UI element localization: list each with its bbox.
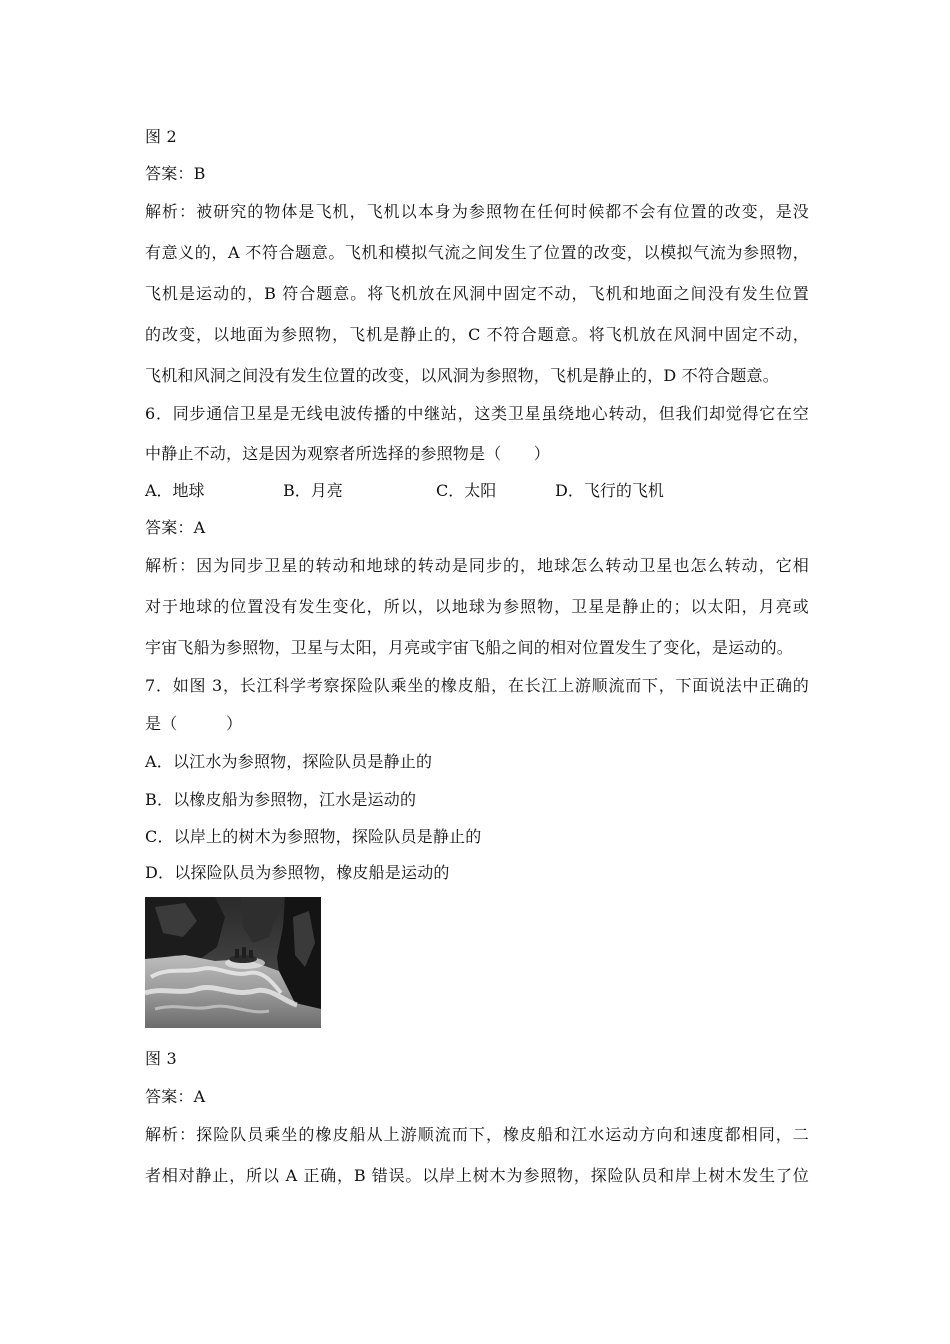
q7-stem-line: 是（ ） bbox=[145, 714, 243, 733]
river-rafting-photo-graphic bbox=[145, 897, 321, 1028]
river-rafting-photo bbox=[145, 897, 321, 1028]
q5-analysis-line: 飞机是运动的，B 符合题意。将飞机放在风洞中固定不动，飞机和地面之间没有发生位置 bbox=[145, 284, 809, 303]
q7-analysis-line: 者相对静止，所以 A 正确，B 错误。以岸上树木为参照物，探险队员和岸上树木发生了位 bbox=[145, 1166, 809, 1185]
q6-stem-line: 6．同步通信卫星是无线电波传播的中继站，这类卫星虽绕地心转动，但我们却觉得它在空 bbox=[145, 404, 809, 423]
figure-3-caption: 图 3 bbox=[145, 1049, 177, 1068]
q5-analysis-line: 有意义的，A 不符合题意。飞机和模拟气流之间发生了位置的改变，以模拟气流为参照物， bbox=[145, 243, 809, 262]
q6-option-b: B．月亮 bbox=[283, 481, 343, 500]
q6-analysis-line: 宇宙飞船为参照物，卫星与太阳，月亮或宇宙飞船之间的相对位置发生了变化，是运动的。 bbox=[145, 638, 794, 657]
q6-option-c: C．太阳 bbox=[436, 481, 497, 500]
q5-analysis-line: 飞机和风洞之间没有发生位置的改变，以风洞为参照物，飞机是静止的，D 不符合题意。 bbox=[145, 366, 779, 385]
q7-option-d: D．以探险队员为参照物，橡皮船是运动的 bbox=[145, 863, 450, 882]
q5-answer: 答案：B bbox=[145, 164, 206, 183]
figure-2-caption: 图 2 bbox=[145, 127, 177, 146]
q7-option-c: C．以岸上的树木为参照物，探险队员是静止的 bbox=[145, 827, 482, 846]
q7-analysis-line: 解析：探险队员乘坐的橡皮船从上游顺流而下，橡皮船和江水运动方向和速度都相同，二 bbox=[145, 1125, 809, 1144]
q7-option-b: B．以橡皮船为参照物，江水是运动的 bbox=[145, 790, 417, 809]
q7-answer: 答案：A bbox=[145, 1087, 206, 1106]
q6-option-d: D．飞行的飞机 bbox=[555, 481, 664, 500]
q6-answer: 答案：A bbox=[145, 518, 206, 537]
q5-analysis-line: 的改变，以地面为参照物，飞机是静止的，C 不符合题意。将飞机放在风洞中固定不动， bbox=[145, 325, 809, 344]
q6-option-a: A．地球 bbox=[145, 481, 205, 500]
q7-option-a: A．以江水为参照物，探险队员是静止的 bbox=[145, 752, 433, 771]
q7-stem-line: 7．如图 3，长江科学考察探险队乘坐的橡皮船，在长江上游顺流而下，下面说法中正确的 bbox=[145, 676, 809, 695]
q5-analysis-line: 解析：被研究的物体是飞机，飞机以本身为参照物在任何时候都不会有位置的改变，是没 bbox=[145, 202, 809, 221]
q6-analysis-line: 解析：因为同步卫星的转动和地球的转动是同步的，地球怎么转动卫星也怎么转动，它相 bbox=[145, 556, 809, 575]
q6-stem-line: 中静止不动，这是因为观察者所选择的参照物是（ ） bbox=[145, 444, 551, 463]
q6-analysis-line: 对于地球的位置没有发生变化，所以，以地球为参照物，卫星是静止的；以太阳，月亮或 bbox=[145, 597, 809, 616]
